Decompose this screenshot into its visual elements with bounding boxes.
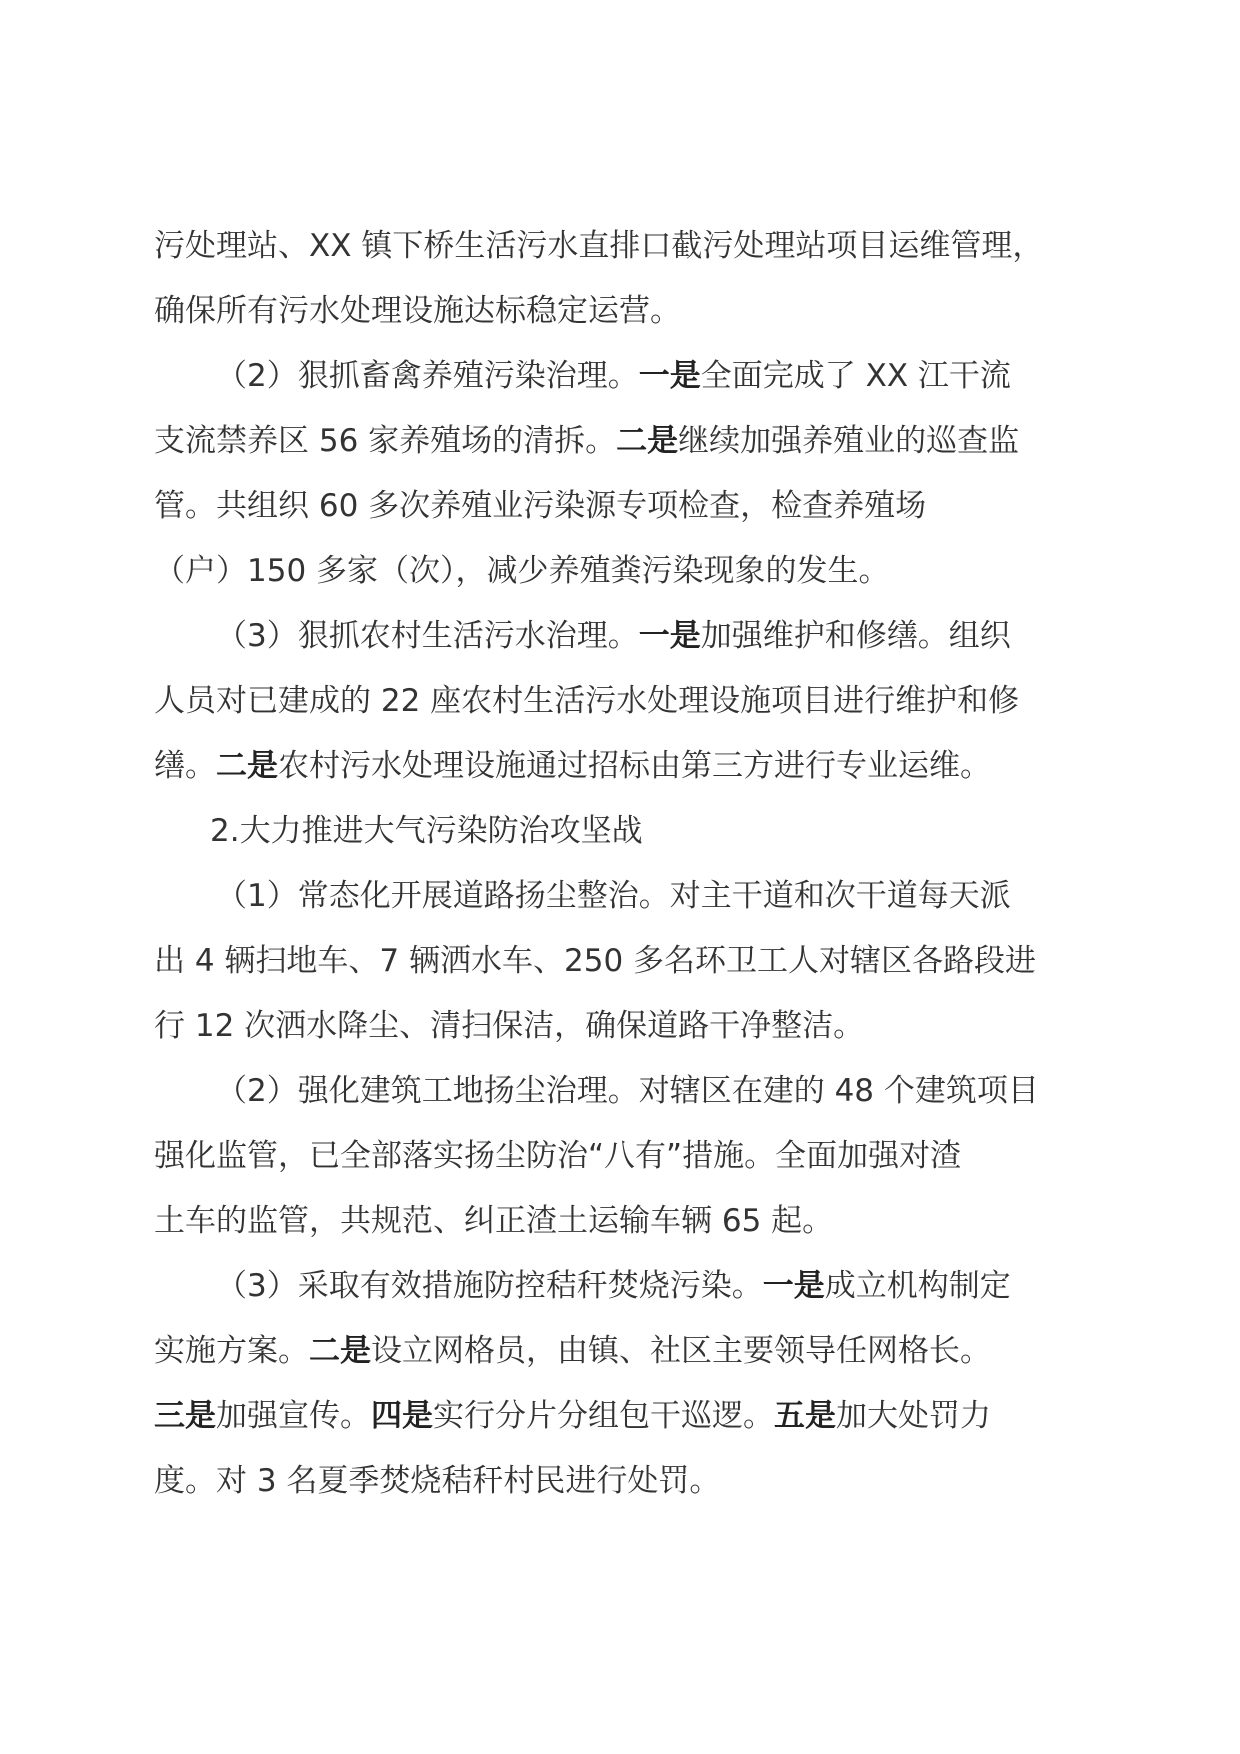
section-heading: [154, 799, 1114, 864]
emphasis-text: 三是: [154, 1398, 216, 1434]
body-text: （1）常态化开展道路扬尘整治。对主干道和次干道每天派: [216, 878, 1011, 914]
text-line: [154, 474, 1114, 539]
text-line: [154, 409, 1114, 474]
body-text: 度。对 3 名夏季焚烧秸秆村民进行处罚。: [154, 1463, 721, 1499]
body-text: （2）强化建筑工地扬尘治理。对辖区在建的 48 个建筑项目: [216, 1073, 1039, 1109]
body-text: （2）狠抓畜禽养殖污染治理。: [216, 358, 639, 394]
text-line: [154, 1384, 1114, 1449]
text-line: [154, 1124, 1114, 1189]
emphasis-text: 一是: [762, 1268, 825, 1304]
emphasis-text: 五是: [774, 1398, 836, 1434]
emphasis-text: 一是: [638, 358, 701, 394]
body-text: 全面完成了 XX 江干流: [700, 358, 1011, 394]
body-text: 加强维护和修缮。组织: [700, 618, 1011, 654]
body-text: 继续加强养殖业的巡查监: [678, 423, 1020, 459]
text-line: [154, 214, 1114, 279]
body-text: 加大处罚力: [836, 1398, 991, 1434]
body-text: 缮。: [154, 748, 216, 784]
document-body: [154, 214, 1114, 1514]
body-text: 人员对已建成的 22 座农村生活污水处理设施项目进行维护和修: [154, 683, 1020, 719]
body-text: 实行分片分组包干巡逻。: [433, 1398, 774, 1434]
emphasis-text: 一是: [638, 618, 701, 654]
emphasis-text: 二是: [216, 748, 278, 784]
text-line: [154, 344, 1114, 409]
text-line: [154, 1189, 1114, 1254]
body-text: 管。共组织 60 多次养殖业污染源专项检查，检查养殖场: [154, 488, 927, 524]
body-text: （3）采取有效措施防控秸秆焚烧污染。: [216, 1268, 763, 1304]
body-text: （户）150 多家（次），减少养殖粪污染现象的发生。: [154, 553, 890, 589]
body-text: 成立机构制定: [824, 1268, 1011, 1304]
body-text: 行 12 次洒水降尘、清扫保洁，确保道路干净整洁。: [154, 1008, 865, 1044]
body-text: 支流禁养区 56 家养殖场的清拆。: [154, 423, 617, 459]
text-line: [154, 734, 1114, 799]
text-line: [154, 1319, 1114, 1384]
body-text: 土车的监管，共规范、纠正渣土运输车辆 65 起。: [154, 1203, 834, 1239]
body-text: 2.大力推进大气污染防治攻坚战: [210, 813, 643, 849]
text-line: [154, 539, 1114, 604]
body-text: 强化监管，已全部落实扬尘防治“八有”措施。全面加强对渣: [154, 1138, 962, 1174]
body-text: 实施方案。: [154, 1333, 309, 1369]
text-line: [154, 604, 1114, 669]
text-line: [154, 1254, 1114, 1319]
body-text: 出 4 辆扫地车、7 辆洒水车、250 多名环卫工人对辖区各路段进: [154, 943, 1037, 979]
body-text: 污处理站、XX 镇下桥生活污水直排口截污处理站项目运维管理，: [154, 228, 1044, 264]
body-text: 设立网格员，由镇、社区主要领导任网格长。: [371, 1333, 991, 1369]
emphasis-text: 二是: [616, 423, 679, 459]
text-line: [154, 669, 1114, 734]
text-line: [154, 929, 1114, 994]
text-line: [154, 1059, 1114, 1124]
emphasis-text: 四是: [371, 1398, 433, 1434]
body-text: 加强宣传。: [216, 1398, 371, 1434]
body-text: 农村污水处理设施通过招标由第三方进行专业运维。: [278, 748, 991, 784]
body-text: 确保所有污水处理设施达标稳定运营。: [154, 293, 681, 329]
body-text: （3）狠抓农村生活污水治理。: [216, 618, 639, 654]
text-line: [154, 994, 1114, 1059]
text-line: [154, 1449, 1114, 1514]
text-line: [154, 864, 1114, 929]
text-line: [154, 279, 1114, 344]
emphasis-text: 二是: [309, 1333, 371, 1369]
